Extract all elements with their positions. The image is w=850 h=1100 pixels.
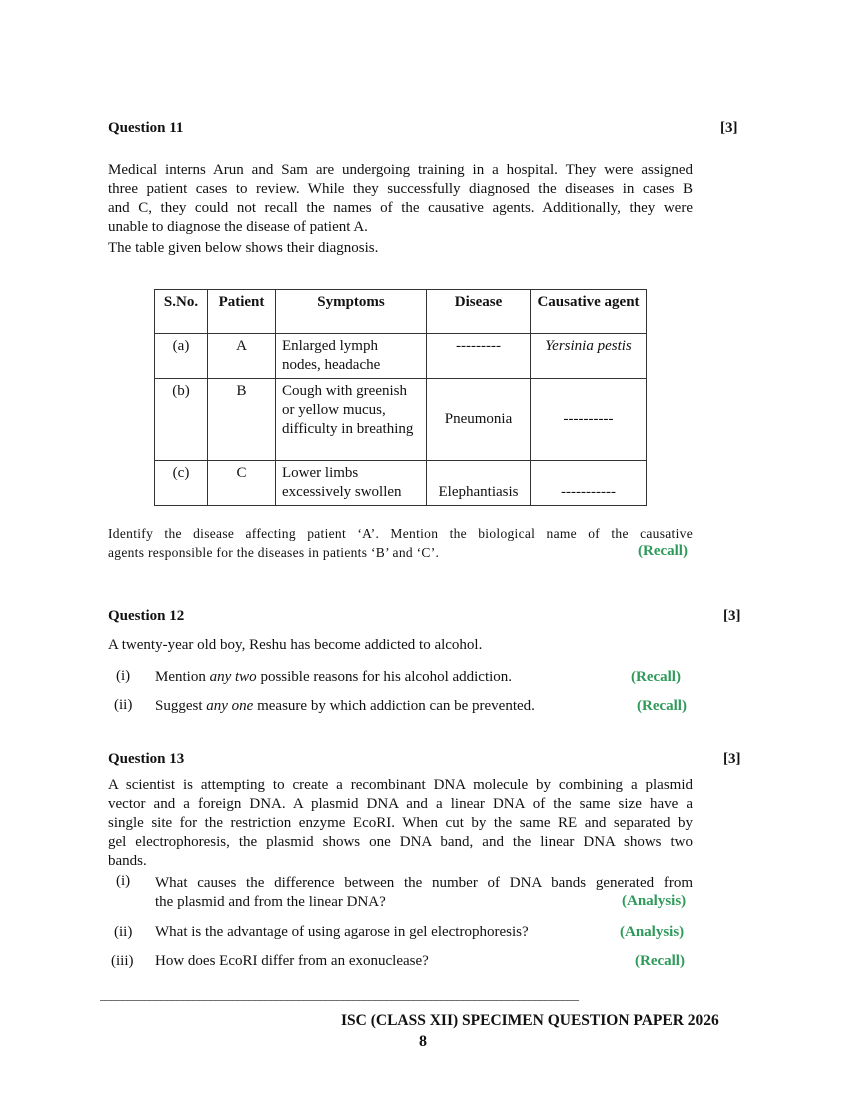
cell-patient: A [208,334,276,379]
q13-stem-line: A scientist is attempting to create a recombinant DNA molecule by combining a plasmid [108,777,693,793]
emphasis: any one [206,698,254,714]
question-11-title: Question 11 [108,120,184,136]
table-row [155,379,647,461]
cell-symptoms: Lower limbs excessively swollen [276,461,427,506]
q11-para-line: Medical interns Arun and Sam are undergoing training in a hospital. They were assigned [108,162,693,178]
cell-sno: (b) [155,379,208,461]
q13-stem-line: vector and a foreign DNA. A plasmid DNA and a linear DNA of the same size have a [108,796,693,812]
text: measure by which addiction can be prevented. [253,698,535,714]
q13-part-number: (ii) [114,924,133,940]
cell-patient: B [208,379,276,461]
table-row [155,461,647,506]
cell-patient: C [208,461,276,506]
cell-agent: ---------- [531,379,647,461]
question-12-marks: [3] [723,608,741,624]
q12-stem: A twenty-year old boy, Reshu has become addicted to alcohol. [108,637,483,653]
q11-table-intro: The table given below shows their diagnosis. [108,240,379,256]
footer-title: ISC (CLASS XII) SPECIMEN QUESTION PAPER 2026 [341,1012,719,1029]
cell-disease: Elephantiasis [427,461,531,506]
cell-agent: ----------- [531,461,647,506]
cell-disease: --------- [427,334,531,379]
q12-part-number: (i) [116,668,131,684]
emphasis: any two [209,669,257,685]
question-13-marks: [3] [723,751,741,767]
q12-part-text [155,698,535,715]
question-13-title: Question 13 [108,751,185,767]
q12-part-tag: (Recall) [631,669,681,685]
header-patient: Patient [208,290,276,334]
cell-symptoms: Enlarged lymph nodes, headache [276,334,427,379]
question-12-title: Question 12 [108,608,185,624]
text: Mention [155,669,210,685]
q13-stem-line: bands. [108,853,147,869]
q13-part-tag: (Recall) [635,953,685,969]
q11-para-line: three patient cases to review. While they successfully diagnosed the diseases in cases B [108,181,693,197]
q13-part-text: How does EcoRI differ from an exonuclease? [155,953,429,969]
text: possible reasons for his alcohol addiction. [256,669,513,685]
q11-para-line: unable to diagnose the disease of patient A. [108,219,368,235]
cell-sno: (a) [155,334,208,379]
header-causative-agent: Causative agent [531,290,647,334]
page-number: 8 [419,1033,427,1050]
q13-stem-line: single site for the restriction enzyme EcoRI. When cut by the same RE and separated by [108,815,693,831]
q12-part-tag: (Recall) [637,698,687,714]
q11-para-line: and C, they could not recall the names of the causative agents. Additionally, they were [108,200,693,216]
table-header-row [155,290,647,334]
table-row [155,334,647,379]
cell-symptoms: Cough with greenish or yellow mucus, difficulty in breathing [276,379,427,461]
q11-task-line: Identify the disease affecting patient ‘A’. Mention the biological name of the causative [108,526,693,541]
header-disease: Disease [427,290,531,334]
cell-disease: Pneumonia [427,379,531,461]
q13-part-text: the plasmid and from the linear DNA? [155,894,386,910]
q13-part-text: What causes the difference between the number of DNA bands generated from [155,875,693,891]
q12-part-text [155,669,512,686]
cell-sno: (c) [155,461,208,506]
header-symptoms: Symptoms [276,290,427,334]
cell-agent: Yersinia pestis [531,334,647,379]
q11-recall-tag: (Recall) [638,543,688,559]
q13-part-text: What is the advantage of using agarose in gel electrophoresis? [155,924,529,940]
q13-part-tag: (Analysis) [622,893,687,909]
header-sno: S.No. [155,290,208,334]
q11-task-line: agents responsible for the diseases in patients ‘B’ and ‘C’. [108,545,440,560]
q12-part-number: (ii) [114,697,133,713]
diagnosis-table [154,289,647,506]
q13-part-tag: (Analysis) [620,924,685,940]
text: Suggest [155,698,207,714]
footer-rule: _______________________________________________________________________________________ [100,988,579,1002]
question-11-marks: [3] [720,120,738,136]
q13-stem-line: gel electrophoresis, the plasmid shows one DNA band, and the linear DNA shows two [108,834,693,850]
q13-part-number: (iii) [111,953,134,969]
q13-part-number: (i) [116,873,131,889]
